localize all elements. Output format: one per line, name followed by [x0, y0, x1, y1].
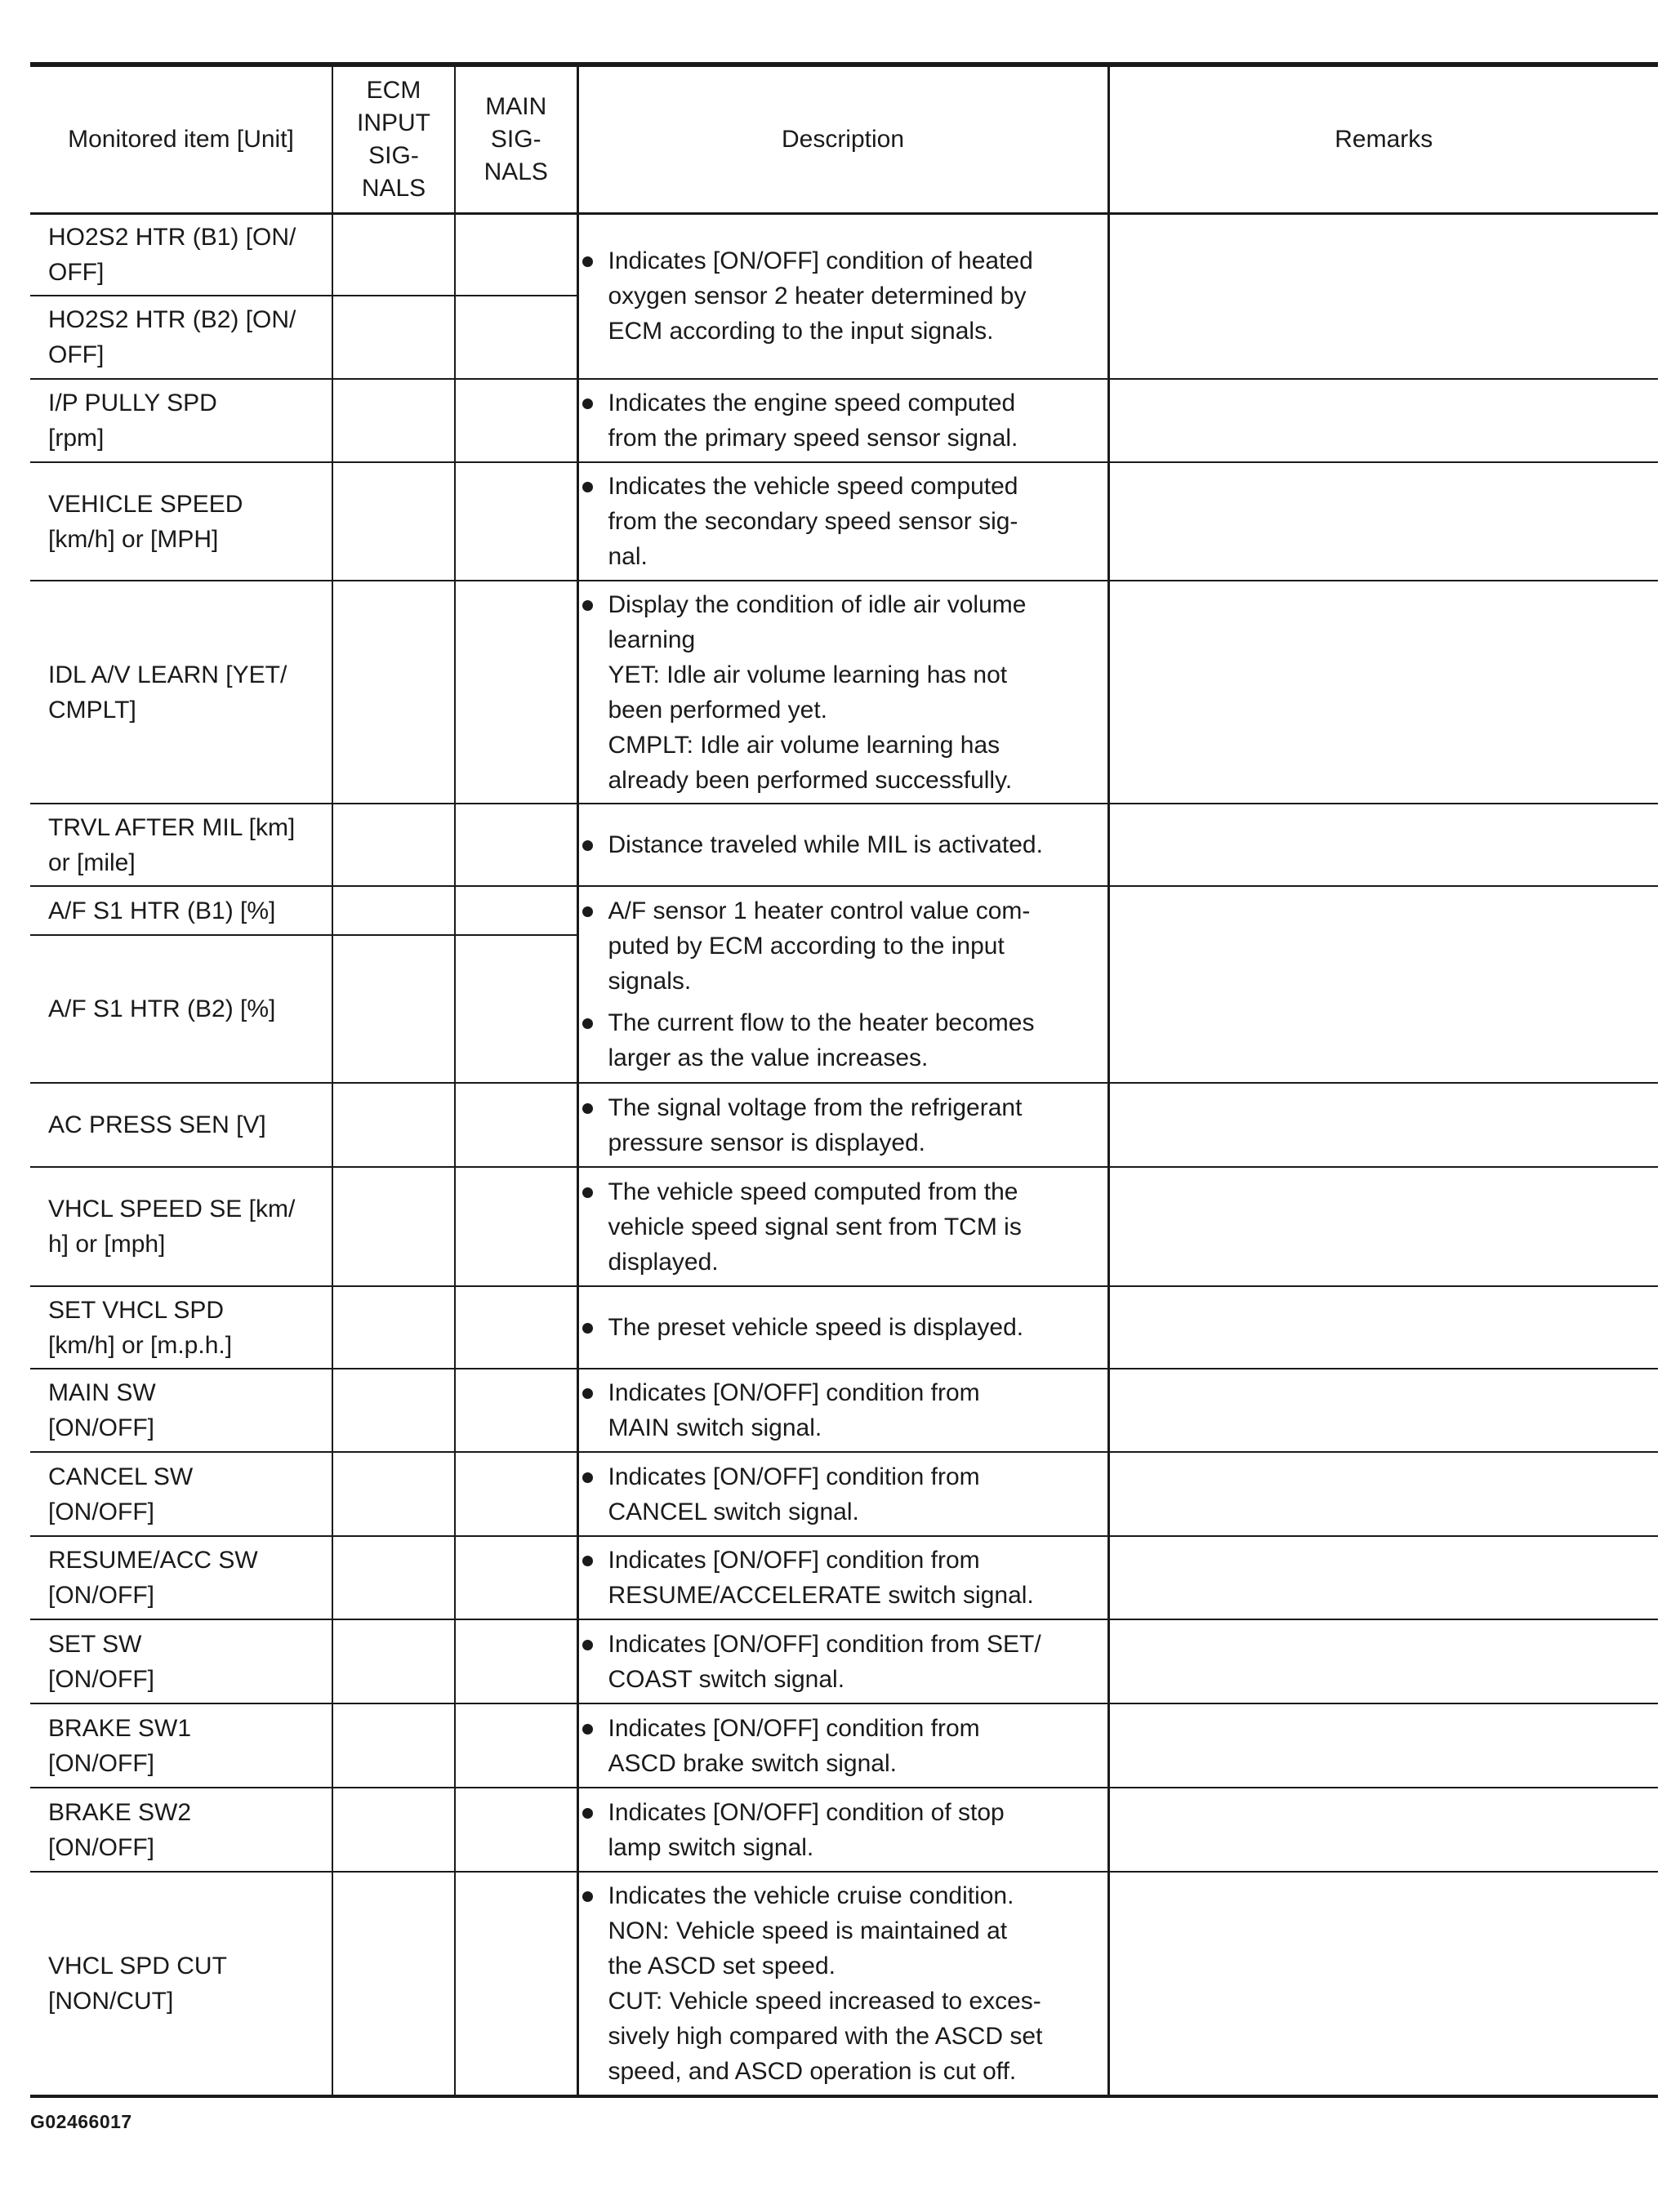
ecm-input-cell — [332, 296, 455, 379]
text-line: IDL A/V LEARN [YET/ — [48, 661, 287, 688]
main-signal-cell — [455, 1703, 577, 1788]
table-row — [30, 379, 1658, 462]
bullet-item — [579, 385, 1107, 456]
text-line: HO2S2 HTR (B1) [ON/ — [48, 223, 296, 251]
remarks-cell — [1108, 1703, 1658, 1788]
main-signal-cell — [455, 296, 577, 379]
bullet-item — [579, 1543, 1107, 1613]
text-line: NALS — [484, 158, 548, 185]
table-row — [30, 213, 1658, 296]
main-signal-cell — [455, 581, 577, 804]
main-signal-cell — [455, 1788, 577, 1872]
text-line: OFF] — [48, 258, 105, 286]
text-line: VHCL SPEED SE [km/ — [48, 1196, 296, 1222]
text-line: CANCEL SW — [48, 1463, 194, 1490]
description-set-sw — [577, 1619, 1108, 1703]
description-idl-av-learn — [577, 581, 1108, 804]
text-line: VEHICLE SPEED — [48, 490, 243, 518]
remarks-cell — [1108, 1872, 1658, 2096]
bullet-item — [579, 893, 1107, 999]
text-line: Indicates [ON/OFF] condition of stop — [608, 1798, 1005, 1826]
bullet-item — [579, 1878, 1107, 2089]
item-cancel-sw — [30, 1452, 332, 1536]
text-line: RESUME/ACC SW — [48, 1547, 258, 1574]
text-line: puted by ECM according to the input — [608, 933, 1005, 960]
main-signal-cell — [455, 1286, 577, 1369]
main-signal-cell — [455, 1452, 577, 1536]
text-line: [km/h] or [m.p.h.] — [48, 1331, 233, 1359]
description-main-sw — [577, 1369, 1108, 1452]
text-line: [ON/OFF] — [48, 1498, 154, 1525]
text-line: NALS — [361, 174, 426, 202]
text-line: nal. — [608, 543, 648, 570]
text-line: NON: Vehicle speed is maintained at — [608, 1917, 1008, 1944]
item-ip-pully-spd — [30, 379, 332, 462]
text-line: ECM — [366, 76, 421, 104]
bullet-item — [579, 1711, 1107, 1781]
ecm-input-cell — [332, 886, 455, 935]
text-line: Indicates [ON/OFF] condition from — [608, 1714, 980, 1742]
text-line: YET: Idle air volume learning has not — [608, 661, 1008, 688]
description-vehicle-speed — [577, 462, 1108, 581]
main-signal-cell — [455, 379, 577, 462]
main-signal-cell — [455, 1083, 577, 1167]
text-line: [ON/OFF] — [48, 1414, 154, 1441]
text-line: VHCL SPD CUT — [48, 1953, 227, 1980]
item-brake-sw1 — [30, 1703, 332, 1788]
text-line: MAIN switch signal. — [608, 1414, 822, 1441]
item-set-sw — [30, 1619, 332, 1703]
text-line: INPUT — [357, 109, 430, 136]
text-line: HO2S2 HTR (B2) [ON/ — [48, 306, 296, 333]
text-line: [ON/OFF] — [48, 1833, 154, 1861]
text-line: [NON/CUT] — [48, 1988, 174, 2015]
table-row — [30, 886, 1658, 935]
remarks-cell — [1108, 1788, 1658, 1872]
main-signal-cell — [455, 935, 577, 1083]
ecm-input-cell — [332, 1536, 455, 1619]
remarks-cell — [1108, 1167, 1658, 1286]
text-line: or [mile] — [48, 848, 136, 876]
text-line: speed, and ASCD operation is cut off. — [608, 2058, 1017, 2085]
remarks-cell — [1108, 581, 1658, 804]
ecm-input-cell — [332, 213, 455, 296]
description-ip-pully-spd — [577, 379, 1108, 462]
bullet-item — [579, 243, 1107, 349]
text-line: [rpm] — [48, 425, 105, 452]
text-line: AC PRESS SEN [V] — [48, 1111, 266, 1138]
description-set-vhcl-spd — [577, 1286, 1108, 1369]
remarks-cell — [1108, 886, 1658, 1083]
text-line: The preset vehicle speed is displayed. — [608, 1314, 1024, 1341]
table-row — [30, 1452, 1658, 1536]
remarks-cell — [1108, 213, 1658, 379]
item-ac-press-sen — [30, 1083, 332, 1167]
text-line: signals. — [608, 968, 692, 995]
item-ho2s2-htr-b1 — [30, 213, 332, 296]
item-ho2s2-htr-b2 — [30, 296, 332, 379]
table-row — [30, 1369, 1658, 1452]
text-line: from the secondary speed sensor sig- — [608, 508, 1018, 535]
text-line: MAIN SW — [48, 1379, 156, 1406]
text-line: lamp switch signal. — [608, 1833, 814, 1861]
table-row — [30, 1286, 1658, 1369]
bullet-item — [579, 587, 1107, 798]
text-line: COAST switch signal. — [608, 1665, 845, 1693]
table-row — [30, 1536, 1658, 1619]
item-set-vhcl-spd — [30, 1286, 332, 1369]
text-line: CMPLT] — [48, 696, 136, 724]
ecm-input-cell — [332, 1452, 455, 1536]
ecm-input-cell — [332, 1083, 455, 1167]
text-line: been performed yet. — [608, 696, 827, 724]
remarks-cell — [1108, 1369, 1658, 1452]
description-vhcl-spd-cut — [577, 1872, 1108, 2096]
description-resume-acc-sw — [577, 1536, 1108, 1619]
table-row — [30, 1788, 1658, 1872]
item-vhcl-speed-se — [30, 1167, 332, 1286]
remarks-cell — [1108, 379, 1658, 462]
text-line: A/F S1 HTR (B2) [%] — [48, 995, 276, 1022]
text-line: vehicle speed signal sent from TCM is — [608, 1213, 1022, 1240]
table-header-row — [30, 65, 1658, 213]
header-description: Description — [577, 65, 1108, 213]
text-line: I/P PULLY SPD — [48, 390, 217, 416]
bullet-item — [579, 469, 1107, 574]
ecm-input-cell — [332, 1167, 455, 1286]
bullet-item — [579, 1795, 1107, 1865]
text-line: already been performed successfully. — [608, 766, 1013, 794]
main-signal-cell — [455, 886, 577, 935]
monitored-items-table — [30, 62, 1658, 2098]
text-line: SET SW — [48, 1630, 142, 1658]
item-idl-av-learn — [30, 581, 332, 804]
main-signal-cell — [455, 1619, 577, 1703]
item-brake-sw2 — [30, 1788, 332, 1872]
text-line: MAIN — [485, 92, 547, 120]
bullet-item — [579, 1174, 1107, 1280]
description-trvl-after-mil — [577, 804, 1108, 886]
table-row — [30, 1167, 1658, 1286]
item-vehicle-speed — [30, 462, 332, 581]
header-ecm-input-signals — [332, 65, 455, 213]
bullet-item — [579, 827, 1107, 862]
bullet-item — [579, 1459, 1107, 1530]
text-line: [ON/OFF] — [48, 1749, 154, 1777]
text-line: The current flow to the heater becomes — [608, 1009, 1035, 1036]
table-row — [30, 1703, 1658, 1788]
text-line: A/F S1 HTR (B1) [%] — [48, 897, 276, 924]
text-line: sively high compared with the ASCD set — [608, 2023, 1043, 2050]
description-af-s1-htr — [577, 886, 1108, 1083]
text-line: BRAKE SW1 — [48, 1714, 192, 1742]
text-line: learning — [608, 626, 696, 653]
text-line: OFF] — [48, 341, 105, 368]
description-brake-sw1 — [577, 1703, 1108, 1788]
ecm-input-cell — [332, 379, 455, 462]
text-line: Display the condition of idle air volume — [608, 590, 1027, 618]
text-line: [ON/OFF] — [48, 1665, 154, 1693]
bullet-item — [579, 1627, 1107, 1697]
description-vhcl-speed-se — [577, 1167, 1108, 1286]
text-line: A/F sensor 1 heater control value com- — [608, 897, 1031, 924]
text-line: larger as the value increases. — [608, 1044, 929, 1071]
text-line: Indicates [ON/OFF] condition from — [608, 1463, 980, 1490]
main-signal-cell — [455, 213, 577, 296]
bullet-item — [579, 1375, 1107, 1445]
main-signal-cell — [455, 1536, 577, 1619]
description-brake-sw2 — [577, 1788, 1108, 1872]
ecm-input-cell — [332, 1286, 455, 1369]
ecm-input-cell — [332, 1619, 455, 1703]
description-cancel-sw — [577, 1452, 1108, 1536]
ecm-input-cell — [332, 804, 455, 886]
description-ac-press-sen — [577, 1083, 1108, 1167]
table-row — [30, 1083, 1658, 1167]
header-main-signals — [455, 65, 577, 213]
text-line: CANCEL switch signal. — [608, 1498, 859, 1525]
table-row — [30, 804, 1658, 886]
item-af-s1-htr-b2 — [30, 935, 332, 1083]
text-line: oxygen sensor 2 heater determined by — [608, 283, 1027, 310]
text-line: h] or [mph] — [48, 1231, 166, 1258]
text-line: BRAKE SW2 — [48, 1798, 192, 1826]
text-line: RESUME/ACCELERATE switch signal. — [608, 1582, 1034, 1609]
main-signal-cell — [455, 1369, 577, 1452]
figure-id: G02466017 — [30, 2111, 132, 2132]
item-main-sw — [30, 1369, 332, 1452]
ecm-input-cell — [332, 1703, 455, 1788]
text-line: [km/h] or [MPH] — [48, 525, 219, 553]
remarks-cell — [1108, 1286, 1658, 1369]
remarks-cell — [1108, 1452, 1658, 1536]
text-line: The vehicle speed computed from the — [608, 1178, 1018, 1205]
table-row — [30, 1872, 1658, 2096]
text-line: SIG- — [490, 125, 541, 153]
table-row — [30, 581, 1658, 804]
text-line: TRVL AFTER MIL [km] — [48, 813, 296, 841]
ecm-input-cell — [332, 1788, 455, 1872]
remarks-cell — [1108, 1083, 1658, 1167]
text-line: Indicates [ON/OFF] condition from SET/ — [608, 1630, 1041, 1658]
header-remarks: Remarks — [1108, 65, 1658, 213]
text-line: CUT: Vehicle speed increased to exces- — [608, 1988, 1041, 2015]
table-row — [30, 462, 1658, 581]
ecm-input-cell — [332, 462, 455, 581]
text-line: SET VHCL SPD — [48, 1296, 225, 1324]
remarks-cell — [1108, 1619, 1658, 1703]
item-resume-acc-sw — [30, 1536, 332, 1619]
description-ho2s2-htr — [577, 213, 1108, 379]
text-line: from the primary speed sensor signal. — [608, 425, 1018, 452]
text-line: SIG- — [368, 141, 419, 169]
item-vhcl-spd-cut — [30, 1872, 332, 2096]
text-line: Indicates [ON/OFF] condition from — [608, 1379, 980, 1406]
ecm-input-cell — [332, 581, 455, 804]
ecm-input-cell — [332, 1872, 455, 2096]
text-line: Distance traveled while MIL is activated. — [608, 831, 1043, 858]
item-trvl-after-mil — [30, 804, 332, 886]
remarks-cell — [1108, 462, 1658, 581]
remarks-cell — [1108, 804, 1658, 886]
text-line: ASCD brake switch signal. — [608, 1749, 897, 1777]
text-line: [ON/OFF] — [48, 1582, 154, 1609]
ecm-input-cell — [332, 935, 455, 1083]
text-line: CMPLT: Idle air volume learning has — [608, 731, 1000, 759]
ecm-input-cell — [332, 1369, 455, 1452]
main-signal-cell — [455, 462, 577, 581]
text-line: pressure sensor is displayed. — [608, 1129, 926, 1156]
bullet-item — [579, 1005, 1107, 1076]
item-af-s1-htr-b1 — [30, 886, 332, 935]
main-signal-cell — [455, 1167, 577, 1286]
text-line: ECM according to the input signals. — [608, 318, 994, 345]
text-line: Indicates [ON/OFF] condition from — [608, 1547, 980, 1574]
text-line: Indicates the vehicle speed computed — [608, 473, 1018, 500]
main-signal-cell — [455, 804, 577, 886]
header-monitored-item: Monitored item [Unit] — [30, 65, 332, 213]
text-line: Indicates the vehicle cruise condition. — [608, 1882, 1014, 1909]
bullet-item — [579, 1090, 1107, 1160]
text-line: Indicates [ON/OFF] condition of heated — [608, 247, 1033, 275]
bullet-item — [579, 1310, 1107, 1345]
text-line: Indicates the engine speed computed — [608, 390, 1016, 416]
text-line: the ASCD set speed. — [608, 1953, 836, 1980]
main-signal-cell — [455, 1872, 577, 2096]
text-line: The signal voltage from the refrigerant — [608, 1093, 1023, 1121]
text-line: displayed. — [608, 1248, 719, 1276]
table-row — [30, 1619, 1658, 1703]
remarks-cell — [1108, 1536, 1658, 1619]
